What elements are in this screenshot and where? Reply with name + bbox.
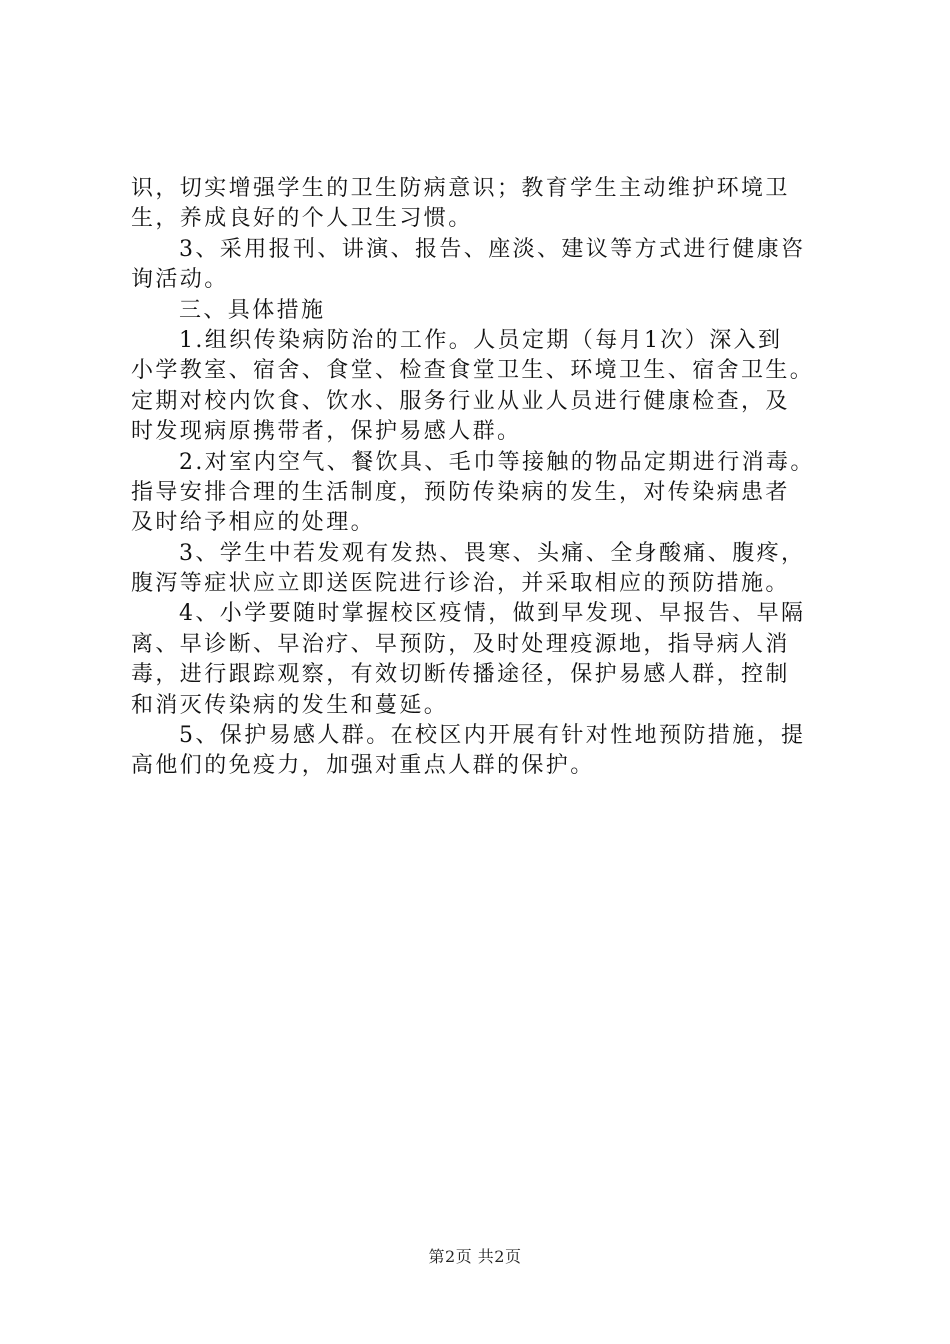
- text-line: 和消灭传染病的发生和蔓延。: [131, 692, 449, 718]
- section-heading: 三、具体措施: [179, 297, 326, 323]
- text-line: 4、小学要随时掌握校区疫情，做到早发现、早报告、早隔: [179, 601, 806, 627]
- text-line: 腹泻等症状应立即送医院进行诊治，并采取相应的预防措施。: [131, 571, 790, 597]
- text-line: 询活动。: [131, 267, 229, 293]
- text-line: 生，养成良好的个人卫生习惯。: [131, 206, 473, 232]
- document-body: [131, 174, 843, 782]
- text-line: 毒，进行跟踪观察，有效切断传播途径，保护易感人群，控制: [131, 662, 790, 688]
- text-line: 3、采用报刊、讲演、报告、座淡、建议等方式进行健康咨: [179, 236, 806, 262]
- text-line: 及时给予相应的处理。: [131, 510, 376, 536]
- text-line: 小学教室、宿舍、食堂、检查食堂卫生、环境卫生、宿舍卫生。: [131, 358, 815, 384]
- text-line: 3、学生中若发观有发热、畏寒、头痛、全身酸痛、腹疼，: [179, 540, 806, 566]
- text-line: 5、保护易感人群。在校区内开展有针对性地预防措施，提: [179, 723, 806, 749]
- text-line: 高他们的免疫力，加强对重点人群的保护。: [131, 753, 595, 779]
- text-line: 2.对室内空气、餐饮具、毛巾等接触的物品定期进行消毒。: [179, 449, 815, 475]
- text-line: 识，切实增强学生的卫生防病意识；教育学生主动维护环境卫: [131, 176, 790, 201]
- page-footer: 第2页 共2页: [428, 1247, 522, 1266]
- text-line: 定期对校内饮食、饮水、服务行业从业人员进行健康检查，及: [131, 388, 790, 414]
- text-line: 时发现病原携带者，保护易感人群。: [131, 419, 522, 445]
- text-line: 离、早诊断、早治疗、早预防，及时处理疫源地，指导病人消: [131, 631, 790, 657]
- text-line: 指导安排合理的生活制度，预防传染病的发生，对传染病患者: [131, 479, 790, 505]
- text-line: 1.组织传染病防治的工作。人员定期（每月1次）深入到: [179, 327, 783, 353]
